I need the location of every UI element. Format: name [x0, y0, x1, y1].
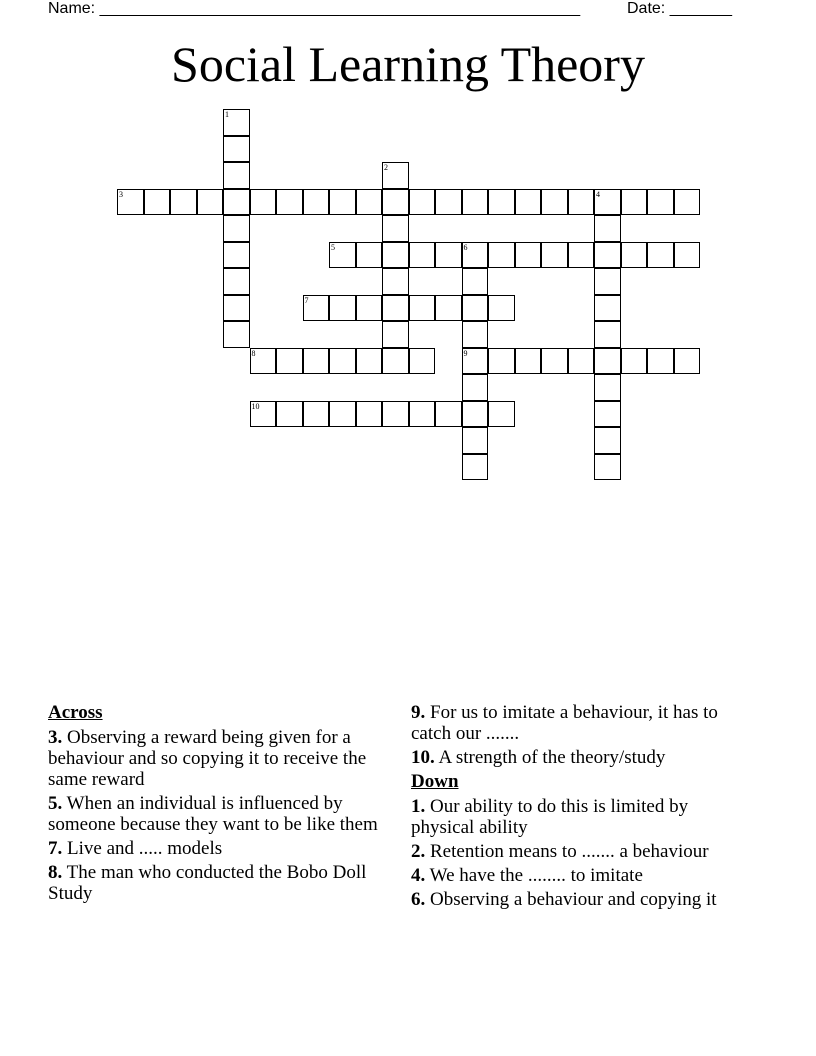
clue-text: Observing a behaviour and copying it [430, 889, 717, 910]
crossword-cell[interactable] [462, 374, 489, 401]
page-title: Social Learning Theory [171, 36, 645, 92]
crossword-cell[interactable] [594, 242, 621, 269]
crossword-cell[interactable] [488, 348, 515, 375]
crossword-cell[interactable] [329, 189, 356, 216]
crossword-cell[interactable] [462, 189, 489, 216]
crossword-cell[interactable] [594, 189, 621, 216]
crossword-cell[interactable] [409, 401, 436, 428]
cell-number: 3 [119, 189, 123, 199]
down-heading: Down [411, 771, 459, 792]
clue-across-5 [48, 793, 403, 835]
clue-number: 4. [411, 865, 426, 886]
crossword-cell[interactable] [462, 348, 489, 375]
clue-text: Retention means to ....... a behaviour [430, 841, 709, 862]
crossword-cell[interactable] [674, 189, 701, 216]
crossword-cell[interactable] [356, 401, 383, 428]
clue-across-8 [48, 862, 403, 904]
crossword-cell[interactable] [647, 242, 674, 269]
crossword-cell[interactable] [197, 189, 224, 216]
crossword-cell[interactable] [409, 242, 436, 269]
crossword-cell[interactable] [223, 109, 250, 136]
crossword-cell[interactable] [303, 295, 330, 322]
clue-number: 2. [411, 841, 426, 862]
clue-down-4 [411, 865, 751, 886]
clue-text: For us to imitate a behaviour, it has to catch our ....... [411, 702, 718, 744]
crossword-cell[interactable] [594, 401, 621, 428]
clue-number: 7. [48, 838, 63, 859]
crossword-cell[interactable] [488, 401, 515, 428]
crossword-cell[interactable] [223, 295, 250, 322]
crossword-cell[interactable] [594, 454, 621, 481]
crossword-cell[interactable] [329, 242, 356, 269]
crossword-cell[interactable] [223, 268, 250, 295]
crossword-cell[interactable] [382, 162, 409, 189]
crossword-cell[interactable] [594, 321, 621, 348]
crossword-cell[interactable] [515, 189, 542, 216]
cell-number: 10 [251, 401, 260, 411]
clue-text: When an individual is influenced by someone because they want to be like them [48, 793, 378, 835]
clue-number: 9. [411, 702, 426, 723]
crossword-cell[interactable] [356, 189, 383, 216]
across-heading: Across [48, 702, 103, 723]
clue-number: 8. [48, 862, 63, 883]
clue-across-3 [48, 727, 403, 790]
crossword-cell[interactable] [462, 242, 489, 269]
crossword-cell[interactable] [462, 295, 489, 322]
cell-number: 6 [463, 242, 468, 252]
crossword-cell[interactable] [303, 348, 330, 375]
clue-down-1 [411, 796, 751, 838]
crossword-cell[interactable] [382, 242, 409, 269]
crossword-cell[interactable] [435, 189, 462, 216]
crossword-cell[interactable] [250, 348, 277, 375]
crossword-cell[interactable] [594, 348, 621, 375]
crossword-cell[interactable] [382, 215, 409, 242]
crossword-cell[interactable] [223, 136, 250, 163]
crossword-cell[interactable] [462, 268, 489, 295]
crossword-cell[interactable] [647, 189, 674, 216]
crossword-cell[interactable] [435, 295, 462, 322]
crossword-cell[interactable] [382, 348, 409, 375]
name-field-line: Name: ______________________________________________________ [48, 0, 581, 17]
clue-number: 3. [48, 727, 63, 748]
clue-text: We have the ........ to imitate [429, 865, 643, 886]
crossword-cell[interactable] [409, 348, 436, 375]
clue-number: 6. [411, 889, 426, 910]
crossword-cell[interactable] [462, 321, 489, 348]
cell-number: 4 [596, 189, 600, 199]
crossword-cell[interactable] [409, 189, 436, 216]
crossword-cell[interactable] [223, 189, 250, 216]
crossword-cell[interactable] [382, 189, 409, 216]
crossword-cell[interactable] [303, 189, 330, 216]
clue-down-6 [411, 889, 751, 910]
clue-number: 10. [411, 747, 435, 768]
crossword-cell[interactable] [382, 268, 409, 295]
crossword-cell[interactable] [250, 401, 277, 428]
cell-number: 8 [251, 348, 256, 358]
cell-number: 5 [331, 242, 335, 252]
clue-number: 1. [411, 796, 426, 817]
crossword-cell[interactable] [250, 189, 277, 216]
clues-left-column [48, 702, 403, 907]
clue-text: A strength of the theory/study [438, 747, 666, 768]
clue-down-2 [411, 841, 751, 862]
clue-text: Live and ..... models [67, 838, 223, 859]
crossword-cell[interactable] [356, 348, 383, 375]
crossword-cell[interactable] [594, 374, 621, 401]
crossword-cell[interactable] [488, 242, 515, 269]
crossword-cell[interactable] [356, 295, 383, 322]
crossword-cell[interactable] [435, 401, 462, 428]
crossword-cell[interactable] [647, 348, 674, 375]
crossword-cell[interactable] [515, 348, 542, 375]
crossword-cell[interactable] [462, 427, 489, 454]
crossword-cell[interactable] [382, 401, 409, 428]
crossword-cell[interactable] [541, 242, 568, 269]
crossword-cell[interactable] [568, 242, 595, 269]
crossword-cell[interactable] [568, 189, 595, 216]
clue-across-7 [48, 838, 403, 859]
date-field-line: Date: _______ [627, 0, 732, 17]
clue-text: Observing a reward being given for a behaviour and so copying it to receive the same reward [48, 727, 367, 790]
crossword-cell[interactable] [541, 189, 568, 216]
crossword-cell[interactable] [144, 189, 171, 216]
crossword-cell[interactable] [621, 189, 648, 216]
crossword-cell[interactable] [674, 242, 701, 269]
crossword-cell[interactable] [382, 321, 409, 348]
crossword-cell[interactable] [621, 242, 648, 269]
crossword-cell[interactable] [435, 242, 462, 269]
clues-right-column [411, 702, 751, 913]
crossword-cell[interactable] [223, 215, 250, 242]
crossword-cell[interactable] [568, 348, 595, 375]
crossword-cell[interactable] [594, 268, 621, 295]
crossword-cell[interactable] [621, 348, 648, 375]
cell-number: 2 [384, 163, 388, 172]
crossword-cell[interactable] [462, 401, 489, 428]
crossword-cell[interactable] [170, 189, 197, 216]
crossword-cell[interactable] [409, 295, 436, 322]
crossword-cell[interactable] [356, 242, 383, 269]
crossword-cell[interactable] [223, 321, 250, 348]
cell-number: 9 [463, 348, 468, 358]
crossword-cell[interactable] [674, 348, 701, 375]
crossword-cell[interactable] [276, 401, 303, 428]
clue-text: The man who conducted the Bobo Doll Study [48, 862, 367, 904]
crossword-cell[interactable] [329, 401, 356, 428]
cell-number: 7 [304, 295, 309, 305]
clue-across-9 [411, 702, 751, 744]
crossword-cell[interactable] [223, 242, 250, 269]
clue-across-10 [411, 747, 751, 768]
crossword-grid [0, 0, 816, 500]
crossword-cell[interactable] [594, 427, 621, 454]
crossword-cell[interactable] [382, 295, 409, 322]
crossword-cell[interactable] [488, 295, 515, 322]
crossword-cell[interactable] [276, 189, 303, 216]
crossword-cell[interactable] [117, 189, 144, 216]
crossword-cell[interactable] [223, 162, 250, 189]
crossword-cell[interactable] [462, 454, 489, 481]
crossword-cell[interactable] [329, 295, 356, 322]
cell-number: 1 [225, 110, 229, 119]
crossword-cell[interactable] [329, 348, 356, 375]
clue-number: 5. [48, 793, 63, 814]
crossword-cell[interactable] [515, 242, 542, 269]
crossword-cell[interactable] [541, 348, 568, 375]
crossword-cell[interactable] [488, 189, 515, 216]
crossword-cell[interactable] [594, 295, 621, 322]
crossword-cell[interactable] [303, 401, 330, 428]
crossword-cell[interactable] [594, 215, 621, 242]
crossword-cell[interactable] [276, 348, 303, 375]
clue-text: Our ability to do this is limited by physical ability [411, 796, 689, 838]
